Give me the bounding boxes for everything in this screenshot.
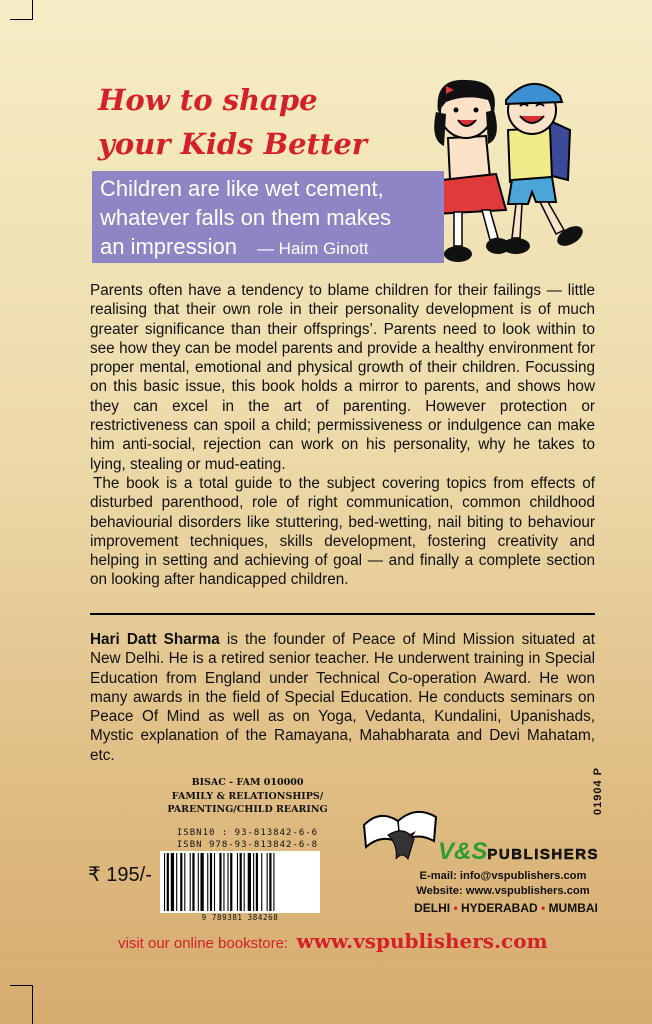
product-code: 01904 P bbox=[592, 767, 604, 815]
price: ₹ 195/- bbox=[88, 864, 152, 886]
publisher-logo-text bbox=[438, 838, 599, 866]
quote-line-1: Children are like wet cement, bbox=[100, 176, 384, 201]
bisac-block bbox=[160, 776, 335, 817]
title-line-2: your Kids Better bbox=[98, 127, 368, 161]
author-bio bbox=[90, 630, 595, 765]
city-hyderabad: HYDERABAD bbox=[461, 901, 538, 915]
visit-label: visit our online bookstore: bbox=[118, 935, 289, 952]
title-line-1: How to shape bbox=[98, 83, 318, 117]
publisher-contact bbox=[412, 869, 594, 899]
city-separator: • bbox=[453, 901, 458, 915]
divider bbox=[90, 613, 595, 615]
description-paragraph-2: The book is a total guide to the subject covering topics from effects of disturbed parenthood, role of right communication, common childhood behaviourial disorders like stuttering, bed-wetting, nail biting to behaviour improvement techniques, skills development, fostering creativity and helping in setting and achieving of goal — and finally a complete section on looking after handicapped children. bbox=[90, 474, 595, 589]
bisac-line-3: PARENTING/CHILD REARING bbox=[167, 804, 328, 815]
publisher-website: Website: www.vspublishers.com bbox=[416, 885, 590, 897]
city-mumbai: MUMBAI bbox=[548, 901, 598, 915]
crop-mark-bottom-left-v bbox=[32, 985, 33, 1024]
website-link[interactable]: www.vspublishers.com bbox=[296, 929, 548, 953]
description-paragraph-1: Parents often have a tendency to blame children for their failings — little realising that their own role in their personality development is of much greater significance than their offsprings’. Parents need to look within to see how they can be model parents and provide a healthy environment for proper mental, emotional and physical growth of their children. Focussing on this basic issue, this book holds a mirror to parents, and shows how they can excel in the art of parenting. However protection or restrictiveness can spoil a child; permissiveness or indulgence can make him anti-social, rejection can work on his personality, why he takes to lying, stealing or mud-eating. bbox=[90, 282, 595, 473]
quote-box bbox=[92, 171, 444, 263]
crop-mark-top-left-v bbox=[32, 0, 33, 20]
book-description bbox=[90, 281, 595, 590]
kids-illustration bbox=[420, 50, 620, 270]
city-delhi: DELHI bbox=[414, 901, 451, 915]
barcode bbox=[160, 851, 320, 913]
book-eagle-logo-icon bbox=[358, 795, 448, 865]
crop-mark-bottom-left-h bbox=[10, 985, 32, 986]
quote-text-3: an impression bbox=[100, 234, 237, 259]
isbn-block bbox=[160, 827, 335, 851]
publisher-name-vs: V&S bbox=[438, 838, 488, 865]
barcode-digits: 9 789381 384268 bbox=[201, 913, 279, 922]
crop-mark-top-left-h bbox=[10, 19, 32, 20]
quote-line-2: whatever falls on them makes bbox=[100, 205, 392, 230]
publisher-email: E-mail: info@vspublishers.com bbox=[419, 870, 587, 882]
bisac-line-1: BISAC - FAM 010000 bbox=[191, 777, 304, 788]
bisac-line-2: FAMILY & RELATIONSHIPS/ bbox=[171, 790, 324, 802]
book-title bbox=[98, 78, 428, 166]
isbn-13: ISBN 978-93-813842-6-8 bbox=[176, 840, 319, 850]
author-name: Hari Datt Sharma bbox=[90, 631, 220, 648]
visit-line bbox=[118, 929, 598, 953]
author-bio-text: is the founder of Peace of Mind Mission situated at New Delhi. He is a retired senior teacher. He underwent training in Special Education from England under Technical Co-operation Award. He won many awards in the field of Special Education. He conducts seminars on Peace Of Mind as well as on Yoga, Vedanta, Kundalini, Upanishads, Mystic explanation of the Ramayana, Mahabharata and Devi Mahatam, etc. bbox=[90, 631, 595, 764]
quote-line-3 bbox=[100, 232, 436, 263]
publisher-name: PUBLISHERS bbox=[487, 846, 600, 863]
publisher-cities bbox=[408, 901, 604, 915]
quote-author: — Haim Ginott bbox=[256, 239, 369, 258]
city-separator: • bbox=[541, 901, 546, 915]
isbn-10: ISBN10 : 93-813842-6-6 bbox=[176, 828, 319, 838]
